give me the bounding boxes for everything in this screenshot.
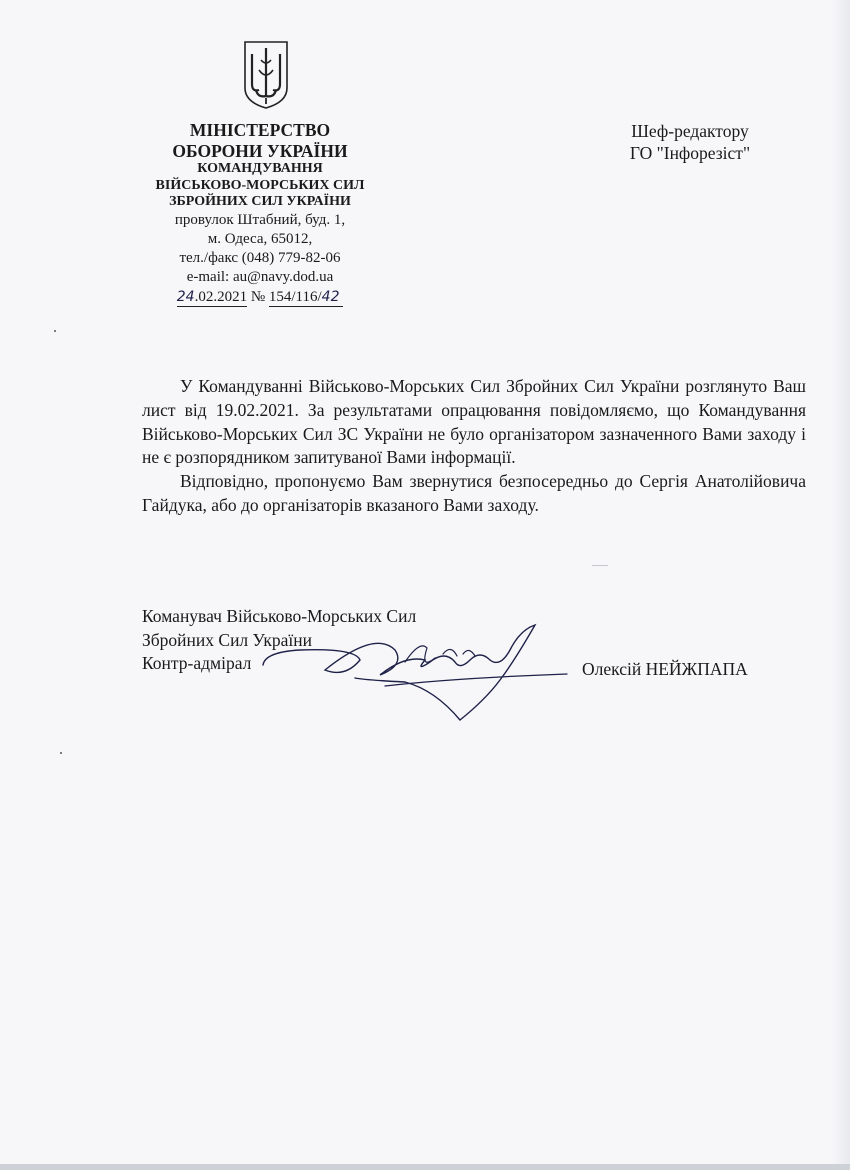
registration-line bbox=[130, 289, 390, 308]
position-line2: Збройних Сил України bbox=[142, 629, 313, 650]
email-address: e-mail: au@navy.dod.ua bbox=[186, 269, 334, 286]
body-paragraph: У Командуванні Військово-Морських Сил Збройних Сил України розглянуто Ваш лист від 19.02.2021. За результатами опрацювання повідомляємо, що Командування Військово-Морських Сил ЗС України не було організатором зазначенного Вами заходу і не є розпорядником запитуваної Вами інформації. bbox=[142, 376, 806, 468]
letter-body bbox=[142, 375, 806, 518]
scan-edge bbox=[832, 0, 850, 1170]
command-line2: ВІЙСЬКОВО-МОРСЬКИХ СИЛ bbox=[155, 177, 365, 193]
sender-block bbox=[130, 120, 390, 307]
number-sign: № bbox=[250, 288, 266, 305]
registration-number: 154/116/42 bbox=[269, 289, 343, 308]
ministry-line2: ОБОРОНИ УКРАЇНИ bbox=[172, 140, 348, 161]
phone-fax: тел./факс (048) 779-82-06 bbox=[179, 250, 341, 267]
scan-speck bbox=[592, 565, 608, 566]
scan-speck bbox=[54, 330, 56, 332]
recipient-title: Шеф-редактору bbox=[631, 121, 749, 141]
command-line3: ЗБРОЙНИХ СИЛ УКРАЇНИ bbox=[169, 194, 351, 210]
registration-date: 24.02.2021 bbox=[177, 289, 247, 308]
handwritten-number: 42 bbox=[321, 288, 340, 305]
ministry-line1: МІНІСТЕРСТВО bbox=[189, 120, 331, 140]
tryzub-coat-of-arms-icon bbox=[243, 40, 289, 110]
signatory-name: Олексій НЕЙЖПАПА bbox=[582, 659, 748, 679]
scan-bottom-edge bbox=[0, 1164, 850, 1170]
recipient-block bbox=[600, 120, 780, 165]
position-line1: Команувач Військово-Морських Сил bbox=[142, 606, 417, 626]
handwritten-signature bbox=[255, 620, 575, 730]
handwritten-day: 24 bbox=[176, 288, 195, 305]
address-street: провулок Штабний, буд. 1, bbox=[174, 211, 346, 228]
address-city: м. Одеса, 65012, bbox=[207, 231, 313, 248]
body-paragraph: Відповідно, пропонуємо Вам звернутися безпосередньо до Сергія Анатолійовича Гайдука, або до організаторів вказаного Вами заходу. bbox=[142, 471, 806, 515]
scan-speck bbox=[60, 752, 62, 754]
command-line1: КОМАНДУВАННЯ bbox=[197, 161, 323, 177]
rank: Контр-адмірал bbox=[142, 653, 252, 674]
recipient-organization: ГО "Інфорезіст" bbox=[629, 143, 751, 164]
